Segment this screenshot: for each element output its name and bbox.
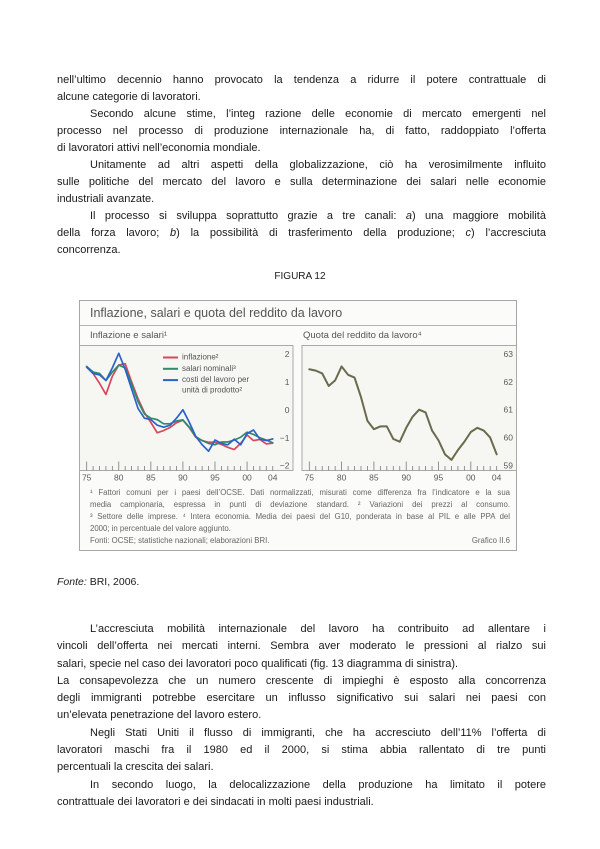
figure-source-row — [90, 535, 510, 547]
y-tick-label: 63 — [503, 348, 513, 359]
list-marker-c: c — [465, 227, 472, 239]
text-line — [57, 225, 546, 242]
x-tick-label: 90 — [401, 472, 411, 483]
figure-footnotes — [90, 487, 510, 547]
body-text-top — [57, 72, 546, 259]
text-line: nell’ultimo decennio hanno provocato la tendenza a ridurre il potere contrattuale di — [57, 74, 546, 86]
text-line: processo nel processo di produzione internazionale ha, di fatto, raddoppiato l’offerta — [57, 125, 546, 137]
x-tick-label: 04 — [267, 472, 278, 483]
text-segment: della forza lavoro; — [57, 227, 171, 239]
text-line: La consapevolezza che un numero crescente di impieghi è esposto alla concorrenza — [57, 674, 546, 687]
text-line: lavoratori maschi fra il 1980 ed il 2000, si stima abbia rallentato di tre punti — [57, 744, 546, 757]
x-tick-label: 80 — [336, 472, 347, 483]
figure-title: Inflazione, salari e quota del reddito da lavoro — [80, 301, 516, 326]
x-tick-label: 04 — [491, 472, 502, 483]
y-tick-label: 62 — [503, 376, 513, 387]
text-line — [57, 208, 546, 225]
x-tick-label: 00 — [242, 472, 252, 483]
footnote-line: ¹ Fattori comuni per i paesi dell’OCSE. Dati normalizzati, misurati come differenza fra l’indicatore e la sua — [90, 488, 510, 497]
text-segment: ) una maggiore mobilità — [411, 210, 546, 222]
text-line: Secondo alcune stime, l’integ razione delle economie di mercato emergenti nel — [90, 108, 546, 120]
plot-frame — [302, 346, 517, 471]
y-tick-label: −2 — [279, 460, 290, 471]
text-line: un’elevata penetrazione del lavoro estero. — [57, 709, 262, 722]
figure-12 — [79, 300, 517, 551]
x-tick-label: 00 — [466, 472, 476, 483]
x-tick-label: 80 — [114, 472, 124, 483]
legend-label: costi del lavoro per — [182, 375, 250, 385]
figure-caption: FIGURA 12 — [274, 271, 326, 282]
text-line: Unitamente ad altri aspetti della globalizzazione, ciò ha verosimilmente influito — [90, 159, 546, 171]
text-line: Negli Stati Uniti il flusso di immigranti, che ha accresciuto dell’11% l’offerta di — [90, 726, 546, 739]
source-label: Fonte: — [57, 576, 87, 588]
text-line: L’accresciuta mobilità internazionale del lavoro ha contribuito ad allentare i — [90, 623, 546, 635]
panel-left-subtitle: Inflazione e salari¹ — [90, 330, 168, 341]
text-line: In secondo luogo, la delocalizzazione della produzione ha limitato il potere — [90, 778, 546, 791]
source-note — [57, 575, 139, 589]
text-line: salari, specie nel caso dei lavoratori poco qualificati (fig. 13 diagramma di sinistra). — [57, 657, 459, 670]
inflation-wages-chart — [80, 345, 298, 485]
text-line: industriali avanzate. — [57, 193, 155, 205]
text-line: sulle politiche del mercato del lavoro e sulla determinazione dei salari nelle economie — [57, 176, 546, 188]
x-tick-label: 75 — [304, 472, 315, 483]
y-tick-label: 60 — [503, 432, 513, 443]
y-tick-label: 59 — [503, 460, 513, 471]
text-segment: ) la possibilità di trasferimento della produzione; — [176, 227, 466, 239]
y-tick-label: −1 — [279, 432, 290, 443]
source-text: BRI, 2006. — [86, 576, 140, 588]
y-tick-label: 1 — [284, 376, 290, 387]
x-tick-label: 75 — [81, 472, 92, 483]
text-line: degli immigranti potrebbe esercitare un influsso significativo sui salari nei paesi con — [57, 692, 546, 705]
x-tick-label: 90 — [178, 472, 188, 483]
footnote-line: media campionaria, espressa in punti di deviazione standard. ² Variazioni dei prezzi al consumo. — [90, 500, 510, 509]
legend-label: salari nominali³ — [182, 363, 236, 373]
figure-sources: Fonti: OCSE; statistiche nazionali; elaborazioni BRI. — [90, 536, 270, 545]
x-tick-label: 85 — [146, 472, 156, 483]
y-tick-label: 2 — [284, 348, 290, 359]
footnote-line: 2000; in percentuale del valore aggiunto. — [90, 524, 231, 533]
text-segment: Il processo si sviluppa soprattutto grazie a tre canali: — [90, 210, 406, 222]
y-tick-label: 61 — [503, 404, 513, 415]
text-line: alcune categorie di lavoratori. — [57, 91, 201, 103]
text-line: contrattuale dei lavoratori e dei sindacati in molti paesi industriali. — [57, 795, 374, 808]
text-line: di lavoratori attivi nell’economia mondiale. — [57, 142, 261, 154]
text-segment: ) l’accresciuta — [471, 227, 546, 239]
footnote-line: ³ Settore delle imprese. ⁴ Intera economia. Media dei paesi del G10, ponderata in base al PIL e alle PPA del — [90, 512, 510, 521]
text-line: percentuali la crescita dei salari. — [57, 761, 214, 774]
list-marker-b: b — [170, 227, 177, 239]
figure-graphic-id: Grafico II.6 — [471, 536, 510, 545]
x-tick-label: 85 — [369, 472, 379, 483]
body-text-bottom — [57, 621, 546, 811]
y-tick-label: 0 — [284, 404, 290, 415]
text-line: concorrenza. — [57, 244, 121, 256]
list-marker-a: a — [405, 210, 412, 222]
legend-label: inflazione² — [182, 352, 219, 362]
text-line: vincoli dell’offerta nei mercati interni. Sembra aver moderato le pressioni al rialzo sui — [57, 640, 546, 653]
panel-right-subtitle: Quota del reddito da lavoro⁴ — [303, 330, 422, 341]
x-tick-label: 95 — [433, 472, 444, 483]
labour-share-chart — [300, 345, 520, 485]
legend-label: unità di prodotto² — [182, 385, 243, 395]
x-tick-label: 95 — [210, 472, 220, 483]
